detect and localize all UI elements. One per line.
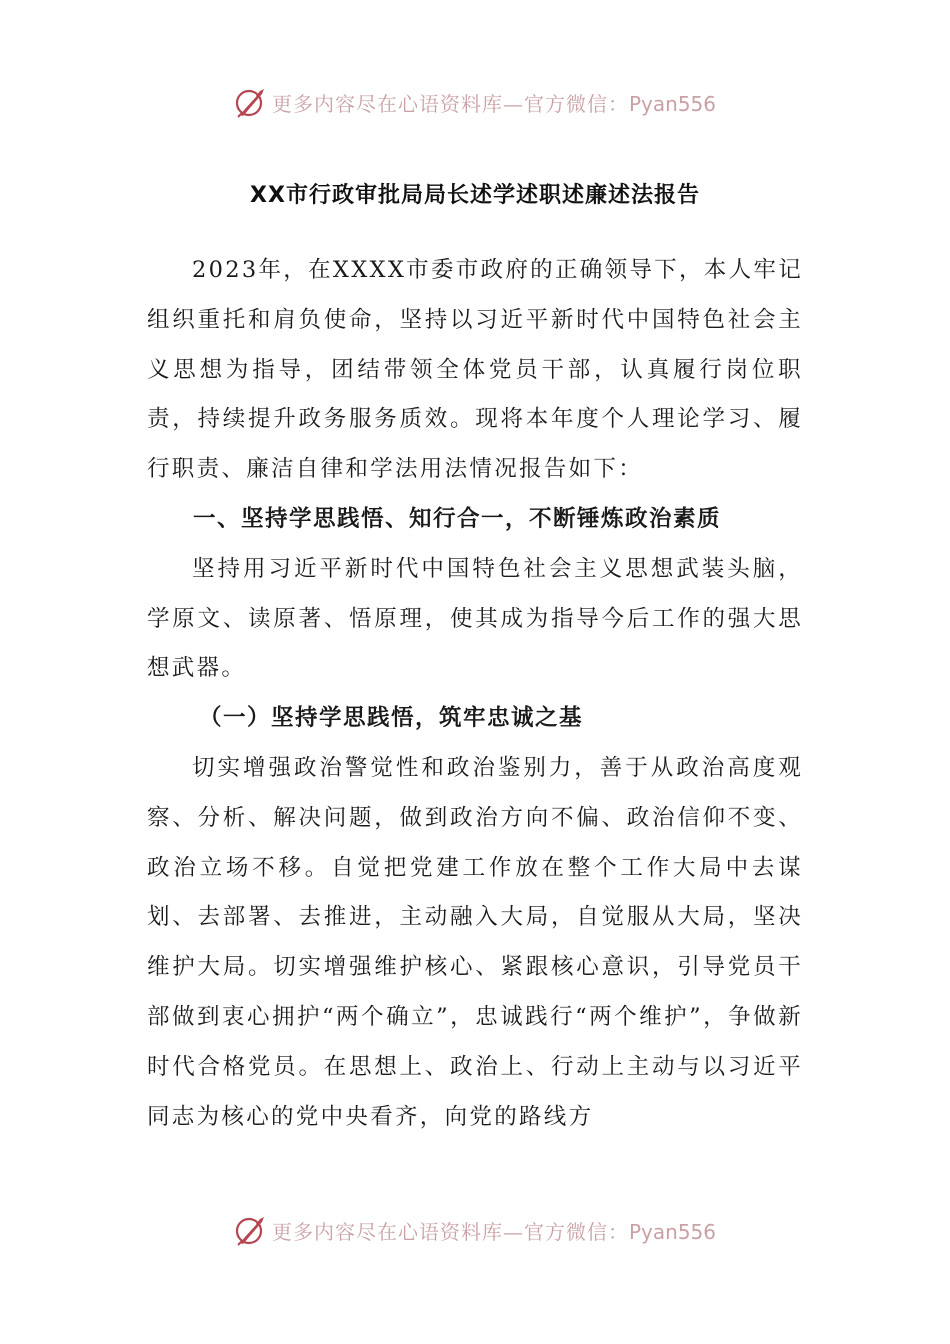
header-watermark xyxy=(0,82,950,122)
quill-pen-circle-icon xyxy=(234,1213,268,1247)
section-paragraph-1: 坚持用习近平新时代中国特色社会主义思想武装头脑，学原文、读原著、悟原理，使其成为指导今后工作的强大思想武器。 xyxy=(147,555,803,682)
subsection-heading-1: （一）坚持学思践悟，筑牢忠诚之基 xyxy=(199,705,584,732)
document-title: XX市行政审批局局长述学述职述廉述法报告 xyxy=(250,183,700,208)
section-heading-1: 一、坚持学思践悟、知行合一，不断锤炼政治素质 xyxy=(193,505,722,532)
subsection-paragraph-1: 切实增强政治警觉性和政治鉴别力，善于从政治高度观察、分析、解决问题，做到政治方向不偏、政治信仰不变、政治立场不移。自觉把党建工作放在整个工作大局中去谋划、去部署、去推进，主动融入大局，自觉服从大局，坚决维护大局。切实增强维护核心、紧跟核心意识，引导党员干部做到衷心拥护“两个确立”，忠诚践行“两个维护”，争做新时代合格党员。在思想上、政治上、行动上主动与以习近平同志为核心的党中央看齐，向党的路线方 xyxy=(147,754,803,1130)
watermark-text: 更多内容尽在心语资料库—官方微信：Pyan556 xyxy=(271,1219,716,1244)
footer-watermark xyxy=(0,1210,950,1250)
intro-paragraph: 2023年，在XXXX市委市政府的正确领导下，本人牢记组织重托和肩负使命，坚持以习近平新时代中国特色社会主义思想为指导，团结带领全体党员干部，认真履行岗位职责，持续提升政务服务质效。现将本年度个人理论学习、履行职责、廉洁自律和学法用法情况报告如下： xyxy=(147,257,803,483)
watermark-text: 更多内容尽在心语资料库—官方微信：Pyan556 xyxy=(271,91,716,116)
document-body xyxy=(147,246,803,1142)
quill-pen-circle-icon xyxy=(234,85,268,119)
